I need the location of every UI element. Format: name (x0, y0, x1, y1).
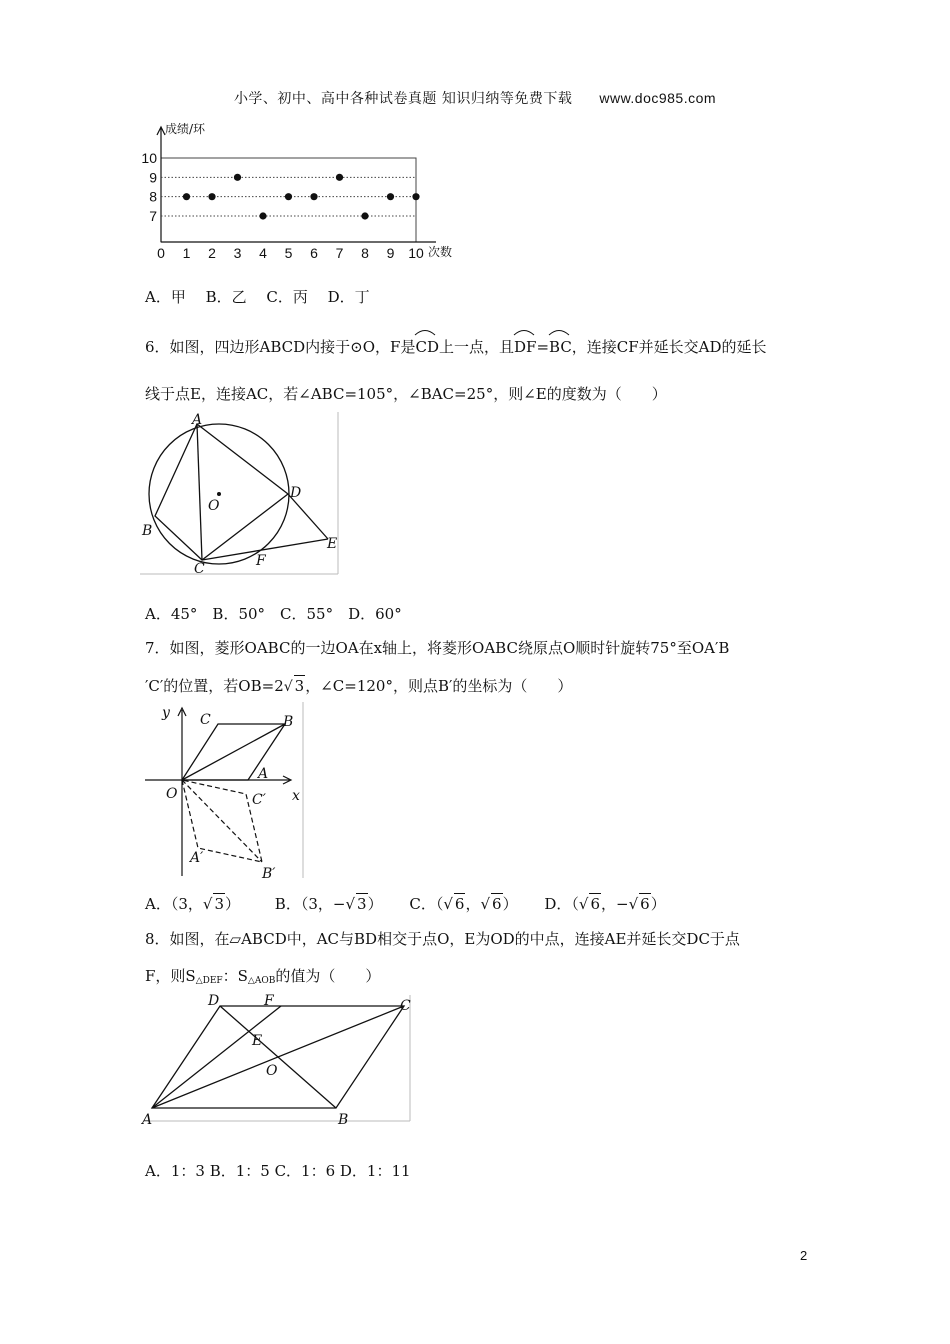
q7-ob-coef: 2 (274, 677, 284, 695)
q6-label-a: A (192, 412, 203, 428)
q6-text-a: 6．如图，四边形ABCD内接于⊙O，F是 (145, 338, 416, 356)
chart-x-tick-label: 8 (361, 245, 369, 261)
chart-point (285, 193, 292, 200)
q8-text-c: 的值为（ ） (275, 967, 381, 985)
q8-label-b: B (338, 1112, 349, 1128)
chart-y-tick-label: 9 (149, 169, 157, 186)
q8-label-f: F (264, 993, 274, 1009)
q8-label-c: C (400, 998, 411, 1014)
header-title: 小学、初中、高中各种试卷真题 知识归纳等免费下载 (233, 91, 573, 107)
q7-label-c: C (200, 712, 211, 728)
chart-point (310, 193, 317, 200)
q6-arc-cd (415, 334, 439, 357)
q6-label-d: D (290, 485, 302, 501)
q7-ob-radicand: 3 (294, 677, 305, 695)
q8-options: A．1：3 B．1：5 C．1：6 D．1：11 (145, 1162, 411, 1180)
q6-label-f: F (256, 553, 266, 569)
q7-option-c (409, 895, 517, 913)
score-scatter-chart (135, 118, 470, 261)
q7-line1: 7．如图，菱形OABC的一边OA在x轴上，将菱形OABC绕原点O顺时针旋转75°至OA′B (145, 639, 730, 657)
chart-y-tick-label: 8 (149, 188, 157, 205)
q6-arc-bc (549, 334, 572, 357)
q7-diagonal-ob (182, 724, 285, 780)
q7-option-a-post: ） (225, 895, 241, 913)
chart-point (387, 193, 394, 200)
q8-text-a: F，则S (145, 967, 196, 985)
q7-line2 (145, 675, 572, 697)
q7-option-b (275, 895, 383, 913)
q7-option-a (145, 895, 240, 913)
q7-radical-sign: √ (283, 679, 293, 695)
page-header (0, 88, 950, 108)
q8-line1: 8．如图，在▱ABCD中，AC与BD相交于点O，E为OD的中点，连接AE并延长交DC于点 (145, 930, 740, 948)
q6-circle-figure (140, 412, 345, 577)
q6-arc-cd-label: CD (415, 338, 439, 356)
q7-rhombus-figure (140, 700, 310, 880)
q6-label-o: O (208, 498, 220, 514)
q8-label-d: D (208, 993, 220, 1009)
q7-label-a: A (258, 766, 269, 782)
q7-option-b-neg: − (332, 895, 346, 913)
q7-option-d-radicand2: 6 (640, 895, 650, 913)
q8-line2 (145, 966, 380, 991)
q7-option-d-pre: D．（ (544, 895, 579, 913)
chart-point (183, 193, 190, 200)
q7-option-a-radicand: 3 (214, 895, 224, 913)
q7-label-a-prime: A′ (190, 850, 204, 866)
q8-diagonal-bd (220, 1006, 336, 1108)
q6-line2: 线于点E，连接AC，若∠ABC=105°，∠BAC=25°，则∠E的度数为（ ） (145, 385, 667, 403)
q8-sub-aob: △AOB (247, 976, 276, 986)
chart-x-tick-label: 6 (310, 245, 318, 261)
q8-segment-af (152, 1006, 281, 1108)
q6-eq: = (536, 338, 550, 356)
chart-y-axis-label: 成绩/环 (165, 122, 206, 136)
q7-option-d-comma: ， (601, 895, 617, 913)
chart-point (259, 212, 266, 219)
q7-label-c-prime: C′ (252, 792, 266, 808)
q7-text-a: ′C′的位置，若OB= (145, 677, 275, 695)
q6-label-e: E (327, 536, 338, 552)
q8-sub-def: △DEF (195, 976, 223, 986)
q8-label-o: O (266, 1063, 278, 1079)
q7-option-b-radicand: 3 (357, 895, 367, 913)
q7-option-d-radical1: √ (578, 895, 589, 913)
chart-point (412, 193, 419, 200)
q7-option-d-post: ） (650, 895, 666, 913)
q7-option-c-radicand1: 6 (454, 895, 465, 913)
q7-option-c-post: ） (502, 895, 518, 913)
q8-label-e: E (252, 1033, 263, 1049)
page-number: 2 (800, 1248, 808, 1263)
q7-option-c-pre: C．（ (409, 895, 444, 913)
q7-option-c-radical1: √ (443, 895, 453, 913)
q7-label-x: x (292, 788, 300, 804)
q7-option-a-radical: √ (202, 895, 213, 913)
chart-x-tick-label: 2 (208, 245, 216, 261)
q6-arc-bc-label: BC (549, 338, 572, 356)
q8-parallelogram-figure (140, 993, 415, 1128)
q7-text-b: ，∠C=120°，则点B′的坐标为（ ） (305, 677, 573, 695)
chart-y-tick-label: 10 (141, 150, 157, 166)
chart-y-tick-label: 7 (149, 208, 157, 224)
q7-options (145, 893, 666, 914)
chart-x-tick-label: 0 (157, 245, 165, 261)
q7-option-b-radical: √ (345, 895, 356, 913)
q7-option-b-post: ） (367, 895, 383, 913)
chart-x-tick-label: 9 (386, 245, 395, 261)
q7-option-d-radical2: √ (628, 895, 639, 913)
q6-segment-ac (197, 424, 202, 560)
q7-label-b-prime: B′ (262, 866, 276, 882)
q7-option-c-radicand2: 6 (492, 895, 502, 913)
q8-text-b: ：S (222, 967, 248, 985)
chart-point (336, 174, 343, 181)
q7-option-d-neg: − (616, 895, 629, 913)
chart-x-tick-label: 3 (233, 245, 242, 261)
q7-option-d-radicand1: 6 (590, 895, 601, 913)
q7-label-y: y (162, 705, 170, 721)
q7-label-b: B (283, 714, 294, 730)
q6-options: A．45° B．50° C．55° D．60° (145, 605, 402, 623)
q6-arc-df (514, 334, 536, 357)
q6-label-b: B (142, 523, 153, 539)
q7-option-c-radical2: √ (480, 895, 491, 913)
chart-x-tick-label: 10 (408, 245, 424, 261)
q7-option-c-comma: ， (465, 895, 481, 913)
q7-option-a-pre: A．（3， (145, 895, 203, 913)
q6-arc-df-label: DF (514, 338, 537, 356)
q6-label-c: C (194, 561, 205, 577)
q6-line1 (145, 334, 767, 357)
q8-label-a: A (142, 1112, 153, 1128)
q5-options: A．甲 B．乙 C．丙 D．丁 (145, 288, 370, 306)
chart-x-tick-label: 1 (182, 245, 191, 261)
chart-x-axis-label: 次数 (428, 245, 453, 259)
q7-label-o: O (166, 786, 178, 802)
chart-x-tick-label: 7 (335, 245, 344, 261)
q6-text-b: 上一点，且 (438, 338, 514, 356)
chart-x-tick-label: 5 (284, 245, 293, 261)
q6-text-c: ，连接CF并延长交AD的延长 (571, 338, 767, 356)
chart-point (361, 212, 368, 219)
header-url[interactable]: www.doc985.com (599, 90, 717, 106)
chart-point (234, 174, 241, 181)
chart-point (208, 193, 215, 200)
chart-x-tick-label: 4 (259, 245, 267, 261)
q7-option-d (544, 895, 665, 913)
q6-center-dot (217, 492, 221, 496)
q7-option-b-pre: B．（3， (274, 895, 333, 913)
